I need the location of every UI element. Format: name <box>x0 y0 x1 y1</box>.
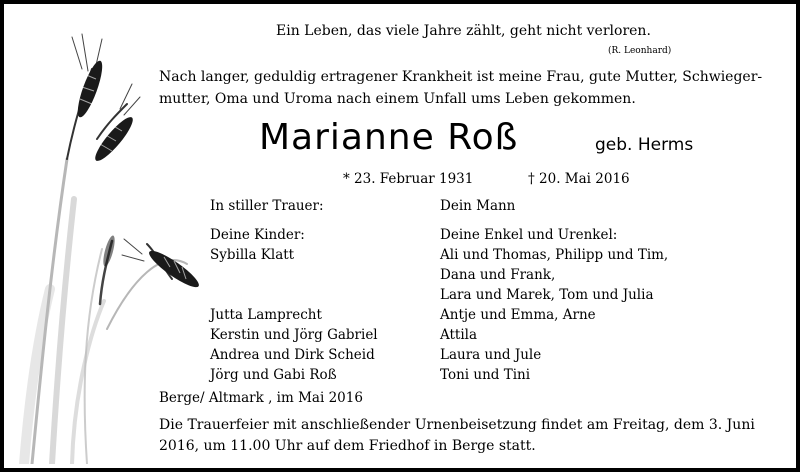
child-name: Sybilla Klatt <box>210 247 295 263</box>
grandchild-names: Laura und Jule <box>440 347 542 363</box>
epigraph-quote: Ein Leben, das viele Jahre zählt, geht nicht verloren. <box>276 23 651 39</box>
grandchild-names: Dana und Frank, <box>440 267 556 283</box>
child-name: Jörg und Gabi Roß <box>210 367 337 383</box>
intro-line-1: Nach langer, geduldig ertragener Krankheit ist meine Frau, gute Mutter, Schwieger- <box>159 69 763 85</box>
grandchild-names: Ali und Thomas, Philipp und Tim, <box>440 247 669 263</box>
child-name: Andrea und Dirk Scheid <box>210 347 375 363</box>
mourners-label: In stiller Trauer: <box>210 198 324 214</box>
grandchild-names: Antje und Emma, Arne <box>440 307 596 323</box>
funeral-info-line-1: Die Trauerfeier mit anschließender Urnenbeisetzung findet am Freitag, dem 3. Juni <box>159 417 755 433</box>
child-name: Kerstin und Jörg Gabriel <box>210 327 378 343</box>
husband-label: Dein Mann <box>440 198 516 214</box>
funeral-info-line-2: 2016, um 11.00 Uhr auf dem Friedhof in Berge statt. <box>159 438 536 454</box>
place-and-date: Berge/ Altmark , im Mai 2016 <box>159 390 363 406</box>
epigraph-source: (R. Leonhard) <box>608 46 672 56</box>
children-label: Deine Kinder: <box>210 227 305 243</box>
child-name: Jutta Lamprecht <box>210 307 322 323</box>
grandchild-names: Lara und Marek, Tom und Julia <box>440 287 654 303</box>
intro-line-2: mutter, Oma und Uroma nach einem Unfall ums Leben gekommen. <box>159 91 636 107</box>
maiden-name: geb. Herms <box>595 135 694 155</box>
grandchildren-label: Deine Enkel und Urenkel: <box>440 227 618 243</box>
grandchild-names: Attila <box>440 327 478 343</box>
birth-date: * 23. Februar 1931 <box>343 171 474 187</box>
death-date: † 20. Mai 2016 <box>528 171 630 187</box>
deceased-name: Marianne Roß <box>259 117 519 158</box>
grandchild-names: Toni und Tini <box>440 367 531 383</box>
